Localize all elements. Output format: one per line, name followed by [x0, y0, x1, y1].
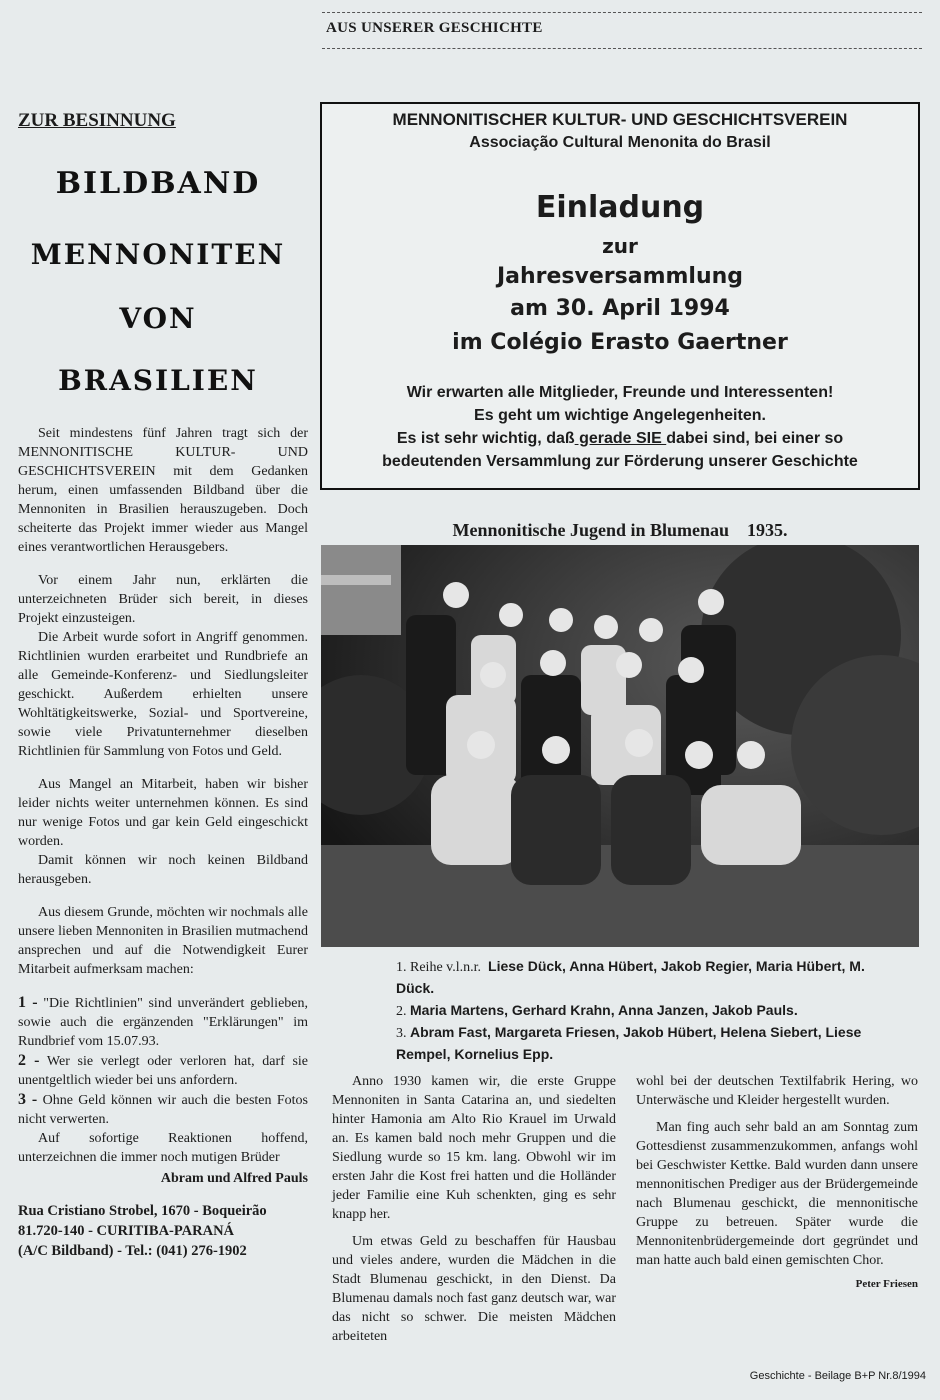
caption-row [396, 1022, 866, 1066]
item-number: 3 - [18, 1091, 38, 1108]
photo-caption [396, 956, 866, 1066]
paragraph: Aus diesem Grunde, möchten wir nochmals alle unsere lieben Mennoniten in Brasilien mutmachend ansprechen und auf die Notwendigkeit Eurer Mitarbeit aufmerksam machen: [18, 905, 308, 977]
invitation-line: zur [602, 234, 638, 258]
caption-names: Abram Fast, Margareta Friesen, Jakob Hübert, Helena Siebert, Liese Rempel, Kornelius Epp. [396, 1024, 862, 1062]
caption-label: 1. Reihe v.l.n.r. [396, 960, 482, 975]
caption-row [396, 1000, 866, 1022]
caption-label: 2. [396, 1004, 407, 1019]
notice-body-line: Es geht um wichtige Angelegenheiten. [474, 407, 766, 424]
bildband-body [18, 424, 308, 1261]
signature: Abram und Alfred Pauls [160, 1171, 308, 1186]
paragraph: Anno 1930 kamen wir, die erste Gruppe Mennoniten in Santa Catarina an, und siedelten hinter Hamonia am Alto Rio Krauel im Urwald an. Es kamen bald noch mehr Gruppen und die Siedlung wurde so 15 km. lang. Obwohl wir im ersten Jahr die Kost frei hatten und die Holländer jeder Familie eine Kuh schenkten, ging es sehr knapp her. [332, 1074, 616, 1222]
address-line: Rua Cristiano Strobel, 1670 - Boqueirão [18, 1203, 267, 1219]
invitation-notice [320, 102, 920, 490]
caption-names: Liese Dück, Anna Hübert, Jakob Regier, Maria Hübert, M. Dück. [396, 958, 865, 996]
paragraph: wohl bei der deutschen Textilfabrik Hering, wo Unterwäsche und Kleider hergestellt wurden. [636, 1074, 918, 1108]
bildband-title-line4: BRASILIEN [58, 364, 258, 397]
bildband-title-line3: VON [119, 302, 197, 335]
paragraph: Damit können wir noch keinen Bildband herausgeben. [18, 853, 308, 887]
article-column-1 [332, 1072, 616, 1346]
bildband-title-line2: MENNONITEN [30, 238, 286, 271]
list-item [18, 1051, 308, 1090]
kicker: ZUR BESINNUNG [18, 110, 176, 131]
notice-text: dabei sind, bei einer so [666, 430, 844, 447]
address-line: 81.720-140 - CURITIBA-PARANÁ [18, 1223, 235, 1239]
item-text: "Die Richtlinien" sind unverändert geblieben, sowie auch die ergänzenden "Erklärungen" im Rundbrief vom 15.07.93. [18, 996, 308, 1049]
item-number: 1 - [18, 994, 38, 1011]
group-photo-image [321, 545, 919, 947]
article-column-2 [636, 1072, 918, 1290]
invitation-headline: Einladung [535, 190, 705, 225]
caption-label: 3. [396, 1026, 407, 1041]
photo-year: 1935. [747, 520, 788, 540]
item-text: Ohne Geld können wir auch die besten Fotos nicht verwerten. [18, 1093, 309, 1127]
section-title: AUS UNSERER GESCHICHTE [326, 20, 543, 36]
paragraph: Die Arbeit wurde sofort in Angriff genommen. Richtlinien wurden erarbeitet und Rundbriefe an alle Gemeinde-Konferenz- und Siedlungsleiter geschickt. Außerdem erhielten unsere Wohltätigkeitswerke, Sozial- und Sportvereine, sowie viele Privatunternehmer dieselben Richtlinien für Sammlung von Fotos und Geld. [18, 630, 308, 759]
invitation-venue: im Colégio Erasto Gaertner [452, 330, 788, 355]
invitation-date: am 30. April 1994 [510, 296, 730, 321]
photo-title-text: Mennonitische Jugend in Blumenau [452, 520, 730, 540]
org-name: MENNONITISCHER KULTUR- UND GESCHICHTSVEREIN [392, 110, 848, 129]
caption-names: Maria Martens, Gerhard Krahn, Anna Janzen, Jakob Pauls. [410, 1002, 798, 1018]
page-footer: Geschichte - Beilage B+P Nr.8/1994 [749, 1370, 926, 1382]
header-rule-bottom [322, 48, 922, 49]
article-author: Peter Friesen [855, 1278, 918, 1290]
list-item [18, 993, 308, 1051]
invitation-line: Jahresversammlung [496, 264, 744, 289]
numbered-list [18, 993, 308, 1129]
paragraph: Man fing auch sehr bald an am Sonntag zum Gottesdienst zusammenzukommen, anfangs wohl bei Geschwister Kettke. Bald wurden dann unsere mennonitischen Prediger aus der Brüdergemeinde nach Blumenau geschickt, die mennonitische Gruppe zu betreuen. Später wurde die Mennonitenbrüdergemeinde dort gegründet und man hatte auch bald einen gemischten Chor. [636, 1120, 918, 1268]
notice-body-line: Wir erwarten alle Mitglieder, Freunde und Interessenten! [406, 384, 834, 401]
paragraph: Vor einem Jahr nun, erklärten die unterzeichneten Brüder sich bereit, in dieses Projekt einzusteigen. [18, 573, 308, 626]
address-line: (A/C Bildband) - Tel.: (041) 276-1902 [18, 1243, 247, 1259]
item-number: 2 - [18, 1052, 40, 1069]
address-block [18, 1201, 308, 1261]
org-name-pt: Associação Cultural Menonita do Brasil [469, 134, 771, 151]
list-item [18, 1090, 308, 1129]
item-text: Wer sie verlegt oder verloren hat, darf sie unentgeltlich wieder bei uns anfordern. [18, 1054, 309, 1088]
paragraph: Um etwas Geld zu beschaffen für Hausbau und vieles andere, wurden die Mädchen in die Stadt Blumenau geschickt, in den Dienst. Da Blumenau damals noch fast ganz deutsch war, war das nicht so schwer. Die meisten Mädchen arbeiteten [332, 1234, 616, 1344]
notice-text: Es ist sehr wichtig, daß [396, 430, 575, 447]
photo-title [320, 520, 920, 541]
paragraph: Seit mindestens fünf Jahren tragt sich der MENNONITISCHE KULTUR- UND GESCHICHTSVEREIN mit dem Gedanken herum, einen umfassenden Bildband über die Mennoniten in Brasilien herauszugeben. Doch scheiterte das Projekt immer wieder aus Mangel eines verantwortlichen Herausgebers. [18, 426, 308, 555]
paragraph: Aus Mangel an Mitarbeit, haben wir bisher leider nichts weiter unternehmen können. Es sind nur wenige Fotos und gar kein Geld eingeschickt worden. [18, 777, 308, 849]
group-photograph [321, 545, 919, 947]
bildband-title-line1: BILDBAND [55, 166, 261, 201]
caption-row [396, 956, 866, 1000]
closing: Auf sofortige Reaktionen hoffend, unterzeichnen die immer noch mutigen Brüder [18, 1131, 308, 1165]
notice-body-line: bedeutenden Versammlung zur Förderung unserer Geschichte [382, 453, 858, 470]
notice-emphasis: gerade SIE [574, 430, 667, 447]
notice-body-line [322, 430, 918, 448]
header-rule-top [322, 12, 922, 13]
